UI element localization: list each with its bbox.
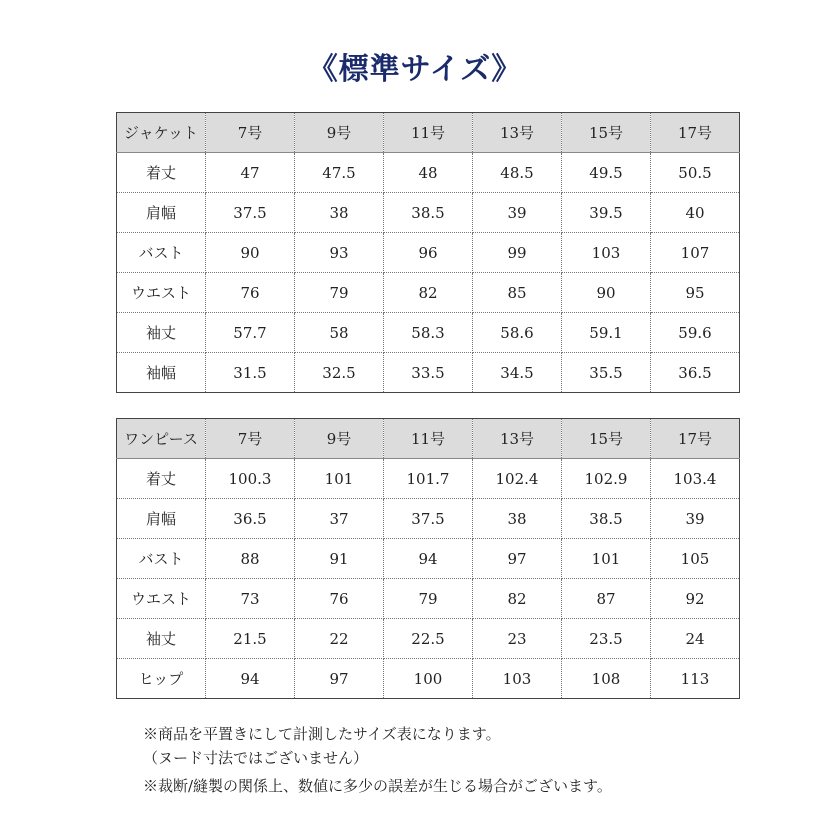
jacket-header-size: 15号 (562, 113, 651, 153)
table-cell: 40 (651, 193, 740, 233)
table-cell: 31.5 (206, 353, 295, 393)
table-cell: 39 (473, 193, 562, 233)
table-cell: 57.7 (206, 313, 295, 353)
jacket-header-size: 13号 (473, 113, 562, 153)
onepiece-header-size: 15号 (562, 419, 651, 459)
onepiece-row-bust (117, 539, 740, 579)
table-cell: 38 (473, 499, 562, 539)
table-cell: 97 (473, 539, 562, 579)
table-cell: 76 (295, 579, 384, 619)
table-cell: 50.5 (651, 153, 740, 193)
jacket-header-label: ジャケット (117, 113, 206, 153)
onepiece-row-hip (117, 659, 740, 699)
table-cell: 90 (206, 233, 295, 273)
table-cell: 93 (295, 233, 384, 273)
table-cell: 91 (295, 539, 384, 579)
table-cell: 73 (206, 579, 295, 619)
table-cell: 79 (295, 273, 384, 313)
table-cell: 37.5 (384, 499, 473, 539)
table-cell: 23 (473, 619, 562, 659)
onepiece-header-row (117, 419, 740, 459)
table-cell: 58 (295, 313, 384, 353)
row-label: ウエスト (117, 579, 206, 619)
table-cell: 36.5 (678, 363, 712, 382)
table-cell: 100.3 (206, 459, 295, 499)
onepiece-header-size: 7号 (206, 419, 295, 459)
table-cell: 59.1 (562, 313, 651, 353)
table-cell: 22 (295, 619, 384, 659)
table-cell: 38.5 (384, 193, 473, 233)
table-cell: 99 (473, 233, 562, 273)
table-cell: 102.4 (473, 459, 562, 499)
table-cell: 101.7 (384, 459, 473, 499)
table-cell: 94 (206, 659, 295, 699)
onepiece-size-table (116, 418, 740, 699)
onepiece-row-sleeve-length (117, 619, 740, 659)
table-cell: 39.5 (562, 193, 651, 233)
table-cell: 82 (384, 273, 473, 313)
table-cell: 113 (680, 669, 710, 688)
onepiece-header-size: 11号 (384, 419, 473, 459)
onepiece-header-size: 17号 (651, 419, 740, 459)
table-cell: 95 (651, 273, 740, 313)
table-cell: 100 (384, 659, 473, 699)
table-cell: 101 (562, 539, 651, 579)
table-cell: 33.5 (384, 353, 473, 393)
table-cell: 32.5 (295, 353, 384, 393)
table-cell: 48 (384, 153, 473, 193)
table-cell: 79 (384, 579, 473, 619)
table-cell: 36.5 (206, 499, 295, 539)
row-label: 着丈 (117, 459, 206, 499)
table-cell: 38 (295, 193, 384, 233)
table-cell: 47 (206, 153, 295, 193)
onepiece-header-size: 9号 (295, 419, 384, 459)
table-cell: 48.5 (473, 153, 562, 193)
table-cell: 76 (206, 273, 295, 313)
row-label: 袖丈 (117, 619, 206, 659)
table-cell: 103 (562, 233, 651, 273)
jacket-row-length (117, 153, 740, 193)
onepiece-row-length (117, 459, 740, 499)
table-cell: 22.5 (384, 619, 473, 659)
table-cell: 23.5 (562, 619, 651, 659)
table-cell: 47.5 (295, 153, 384, 193)
table-cell: 102.9 (562, 459, 651, 499)
note-tolerance: ※裁断/縫製の関係上、数値に多少の誤差が生じる場合がございます。 (143, 777, 612, 795)
table-cell: 34.5 (473, 353, 562, 393)
table-cell: 37.5 (206, 193, 295, 233)
jacket-header-size: 7号 (206, 113, 295, 153)
table-cell: 39 (651, 499, 740, 539)
page-title: 《標準サイズ》 (307, 52, 523, 87)
table-cell: 94 (384, 539, 473, 579)
table-cell: 37 (295, 499, 384, 539)
table-cell: 96 (384, 233, 473, 273)
table-cell: 101 (295, 459, 384, 499)
jacket-size-table (116, 112, 740, 393)
table-cell: 103.4 (651, 459, 740, 499)
jacket-header-size: 17号 (651, 113, 740, 153)
table-cell: 24 (651, 619, 740, 659)
note-not-nude-size: （ヌード寸法ではございません） (143, 749, 369, 767)
table-cell: 97 (295, 659, 384, 699)
table-cell: 82 (473, 579, 562, 619)
jacket-header-row (117, 113, 740, 153)
onepiece-header-size: 13号 (473, 419, 562, 459)
table-cell: 85 (473, 273, 562, 313)
onepiece-row-waist (117, 579, 740, 619)
table-cell: 108 (562, 659, 651, 699)
row-label: バスト (117, 539, 206, 579)
row-label: 袖丈 (117, 313, 206, 353)
row-label: 袖幅 (117, 353, 206, 393)
table-cell: 35.5 (562, 353, 651, 393)
table-cell: 59.6 (651, 313, 740, 353)
jacket-row-waist (117, 273, 740, 313)
note-measurement: ※商品を平置きにして計測したサイズ表になります。 (143, 725, 501, 743)
jacket-header-size: 9号 (295, 113, 384, 153)
jacket-row-sleeve-width (117, 353, 740, 393)
row-label: ヒップ (117, 659, 206, 699)
row-label: 着丈 (117, 153, 206, 193)
table-cell: 107 (651, 233, 740, 273)
table-cell: 49.5 (562, 153, 651, 193)
jacket-row-bust (117, 233, 740, 273)
table-cell: 105 (651, 539, 740, 579)
table-cell: 38.5 (562, 499, 651, 539)
table-cell: 90 (562, 273, 651, 313)
table-cell: 21.5 (206, 619, 295, 659)
jacket-header-size: 11号 (384, 113, 473, 153)
onepiece-header-label: ワンピース (117, 419, 206, 459)
table-cell: 92 (651, 579, 740, 619)
row-label: 肩幅 (117, 193, 206, 233)
table-cell: 88 (206, 539, 295, 579)
jacket-row-sleeve-length (117, 313, 740, 353)
table-cell: 87 (562, 579, 651, 619)
row-label: バスト (117, 233, 206, 273)
onepiece-row-shoulder (117, 499, 740, 539)
row-label: 肩幅 (117, 499, 206, 539)
jacket-row-shoulder (117, 193, 740, 233)
row-label: ウエスト (117, 273, 206, 313)
table-cell: 103 (473, 659, 562, 699)
table-cell: 58.6 (473, 313, 562, 353)
table-cell: 58.3 (384, 313, 473, 353)
notes (143, 722, 793, 798)
